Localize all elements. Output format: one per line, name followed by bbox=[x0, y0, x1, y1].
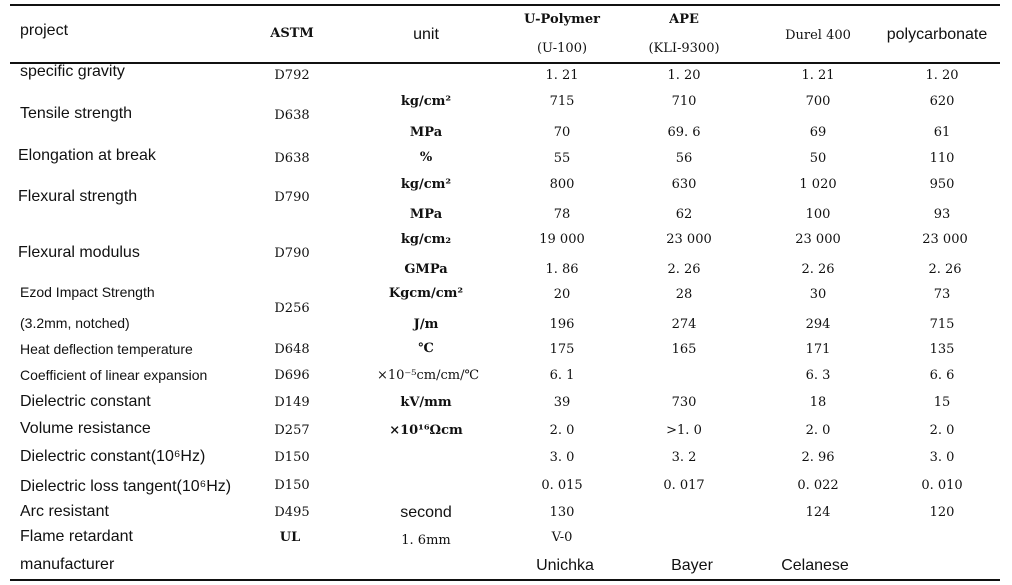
row-unit: MPa bbox=[409, 125, 443, 140]
row-u-polymer: 0. 015 bbox=[541, 478, 583, 493]
row-unit: kg/cm₂ bbox=[400, 232, 452, 247]
row-unit: J/m bbox=[413, 317, 439, 332]
row-unit: ×10⁻⁵cm/cm/℃ bbox=[376, 368, 480, 383]
row-astm: D149 bbox=[274, 395, 310, 410]
row-ape: 56 bbox=[675, 151, 693, 166]
header-rule bbox=[10, 62, 1000, 64]
row-project: manufacturer bbox=[20, 556, 115, 573]
row-u-polymer: 1. 21 bbox=[545, 68, 579, 83]
row-polycarbonate: 93 bbox=[933, 207, 951, 222]
row-ape: 69. 6 bbox=[667, 125, 701, 140]
row-unit: 1. 6mm bbox=[401, 533, 451, 548]
row-polycarbonate: 6. 6 bbox=[929, 368, 955, 383]
row-ape: 23 000 bbox=[666, 232, 712, 247]
row-durel: Celanese bbox=[781, 557, 849, 574]
top-rule bbox=[10, 4, 1000, 6]
row-durel: 2. 0 bbox=[805, 423, 831, 438]
row-project: Flexural modulus bbox=[18, 244, 140, 261]
row-unit: kg/cm² bbox=[400, 177, 452, 192]
row-unit: ℃ bbox=[418, 341, 434, 356]
row-project: Elongation at break bbox=[18, 147, 156, 164]
row-durel: 23 000 bbox=[795, 232, 841, 247]
row-project: Dielectric loss tangent(10⁶Hz) bbox=[20, 478, 232, 495]
row-polycarbonate: 61 bbox=[933, 125, 951, 140]
row-astm: D790 bbox=[274, 190, 310, 205]
row-u-polymer: V-0 bbox=[551, 530, 573, 545]
row-astm: D638 bbox=[274, 108, 310, 123]
header-u-polymer: U-Polymer bbox=[524, 12, 600, 27]
row-unit: % bbox=[419, 150, 433, 165]
row-polycarbonate: 0. 010 bbox=[921, 478, 963, 493]
row-project: Arc resistant bbox=[20, 503, 109, 520]
row-unit: kg/cm² bbox=[400, 94, 452, 109]
row-ape: 0. 017 bbox=[663, 478, 705, 493]
bottom-rule bbox=[10, 579, 1000, 581]
row-u-polymer: 39 bbox=[553, 395, 571, 410]
row-durel: 30 bbox=[809, 287, 827, 302]
row-u-polymer: 715 bbox=[549, 94, 575, 109]
row-u-polymer: 2. 0 bbox=[549, 423, 575, 438]
row-durel: 171 bbox=[805, 342, 831, 357]
row-astm: D638 bbox=[274, 151, 310, 166]
row-polycarbonate: 2. 0 bbox=[929, 423, 955, 438]
row-durel: 18 bbox=[809, 395, 827, 410]
row-polycarbonate: 950 bbox=[929, 177, 955, 192]
row-u-polymer: 800 bbox=[549, 177, 575, 192]
row-astm: D648 bbox=[274, 342, 310, 357]
row-polycarbonate: 620 bbox=[929, 94, 955, 109]
header-ape-code: (KLI-9300) bbox=[648, 41, 720, 56]
header-polycarbonate: polycarbonate bbox=[886, 26, 988, 43]
row-u-polymer: 70 bbox=[553, 125, 571, 140]
row-polycarbonate: 73 bbox=[933, 287, 951, 302]
header-durel: Durel 400 bbox=[785, 28, 851, 43]
row-u-polymer: 3. 0 bbox=[549, 450, 575, 465]
row-ape: 2. 26 bbox=[667, 262, 701, 277]
row-astm: D150 bbox=[274, 450, 310, 465]
row-ape: 730 bbox=[671, 395, 697, 410]
row-durel: 50 bbox=[809, 151, 827, 166]
row-project: Tensile strength bbox=[20, 105, 133, 122]
row-polycarbonate: 135 bbox=[929, 342, 955, 357]
row-ape: 274 bbox=[671, 317, 697, 332]
row-ape: 3. 2 bbox=[671, 450, 697, 465]
row-u-polymer: 20 bbox=[553, 287, 571, 302]
row-ape: 1. 20 bbox=[667, 68, 701, 83]
row-astm: D495 bbox=[274, 505, 310, 520]
row-project: (3.2mm, notched) bbox=[20, 315, 130, 331]
row-u-polymer: 6. 1 bbox=[549, 368, 575, 383]
row-polycarbonate: 120 bbox=[929, 505, 955, 520]
row-ape: >1. 0 bbox=[666, 423, 702, 438]
row-ape: 165 bbox=[671, 342, 697, 357]
row-unit: MPa bbox=[409, 207, 443, 222]
row-u-polymer: 78 bbox=[553, 207, 571, 222]
row-polycarbonate: 2. 26 bbox=[928, 262, 962, 277]
row-durel: 2. 26 bbox=[801, 262, 835, 277]
row-project: Flame retardant bbox=[20, 528, 133, 545]
row-u-polymer: 19 000 bbox=[539, 232, 585, 247]
row-durel: 100 bbox=[805, 207, 831, 222]
row-astm: D696 bbox=[274, 368, 310, 383]
row-project: Heat deflection temperature bbox=[20, 341, 193, 357]
row-polycarbonate: 110 bbox=[929, 151, 955, 166]
row-durel: 69 bbox=[809, 125, 827, 140]
row-project: Dielectric constant bbox=[20, 393, 151, 410]
row-project: Volume resistance bbox=[20, 420, 151, 437]
row-polycarbonate: 23 000 bbox=[922, 232, 968, 247]
row-u-polymer: Unichka bbox=[536, 557, 594, 574]
row-astm: D792 bbox=[274, 68, 310, 83]
row-astm: D150 bbox=[274, 478, 310, 493]
header-unit: unit bbox=[413, 26, 439, 43]
row-ape: 62 bbox=[675, 207, 693, 222]
row-astm: D256 bbox=[274, 301, 310, 316]
row-durel: 2. 96 bbox=[801, 450, 835, 465]
row-polycarbonate: 1. 20 bbox=[925, 68, 959, 83]
header-project: project bbox=[20, 22, 69, 39]
row-unit: Kgcm/cm² bbox=[388, 286, 464, 301]
row-polycarbonate: 3. 0 bbox=[929, 450, 955, 465]
header-u-polymer-code: (U-100) bbox=[536, 41, 588, 56]
row-project: Ezod Impact Strength bbox=[20, 284, 155, 300]
row-u-polymer: 175 bbox=[549, 342, 575, 357]
row-durel: 1. 21 bbox=[801, 68, 835, 83]
row-project: Coefficient of linear expansion bbox=[20, 367, 208, 383]
row-durel: 700 bbox=[805, 94, 831, 109]
row-astm: D257 bbox=[274, 423, 310, 438]
row-u-polymer: 130 bbox=[549, 505, 575, 520]
row-durel: 1 020 bbox=[799, 177, 837, 192]
row-durel: 124 bbox=[805, 505, 831, 520]
row-project: Flexural strength bbox=[18, 188, 138, 205]
row-astm: D790 bbox=[274, 246, 310, 261]
row-durel: 0. 022 bbox=[797, 478, 839, 493]
row-u-polymer: 196 bbox=[549, 317, 575, 332]
row-u-polymer: 55 bbox=[553, 151, 571, 166]
row-project: Dielectric constant(10⁶Hz) bbox=[20, 448, 206, 465]
row-unit: second bbox=[400, 504, 452, 521]
row-ape: 630 bbox=[671, 177, 697, 192]
row-polycarbonate: 715 bbox=[929, 317, 955, 332]
row-project: specific gravity bbox=[20, 63, 125, 80]
row-unit: GMPa bbox=[404, 262, 448, 277]
row-polycarbonate: 15 bbox=[933, 395, 951, 410]
row-durel: 294 bbox=[805, 317, 831, 332]
row-durel: 6. 3 bbox=[805, 368, 831, 383]
row-ape: Bayer bbox=[671, 557, 713, 574]
header-ape: APE bbox=[669, 12, 699, 27]
row-unit: kV/mm bbox=[400, 395, 452, 410]
row-ape: 28 bbox=[675, 287, 693, 302]
row-astm: UL bbox=[279, 530, 301, 545]
row-unit: ×10¹⁶Ωcm bbox=[389, 423, 463, 438]
row-u-polymer: 1. 86 bbox=[545, 262, 579, 277]
header-astm: ASTM bbox=[270, 26, 314, 41]
row-ape: 710 bbox=[671, 94, 697, 109]
